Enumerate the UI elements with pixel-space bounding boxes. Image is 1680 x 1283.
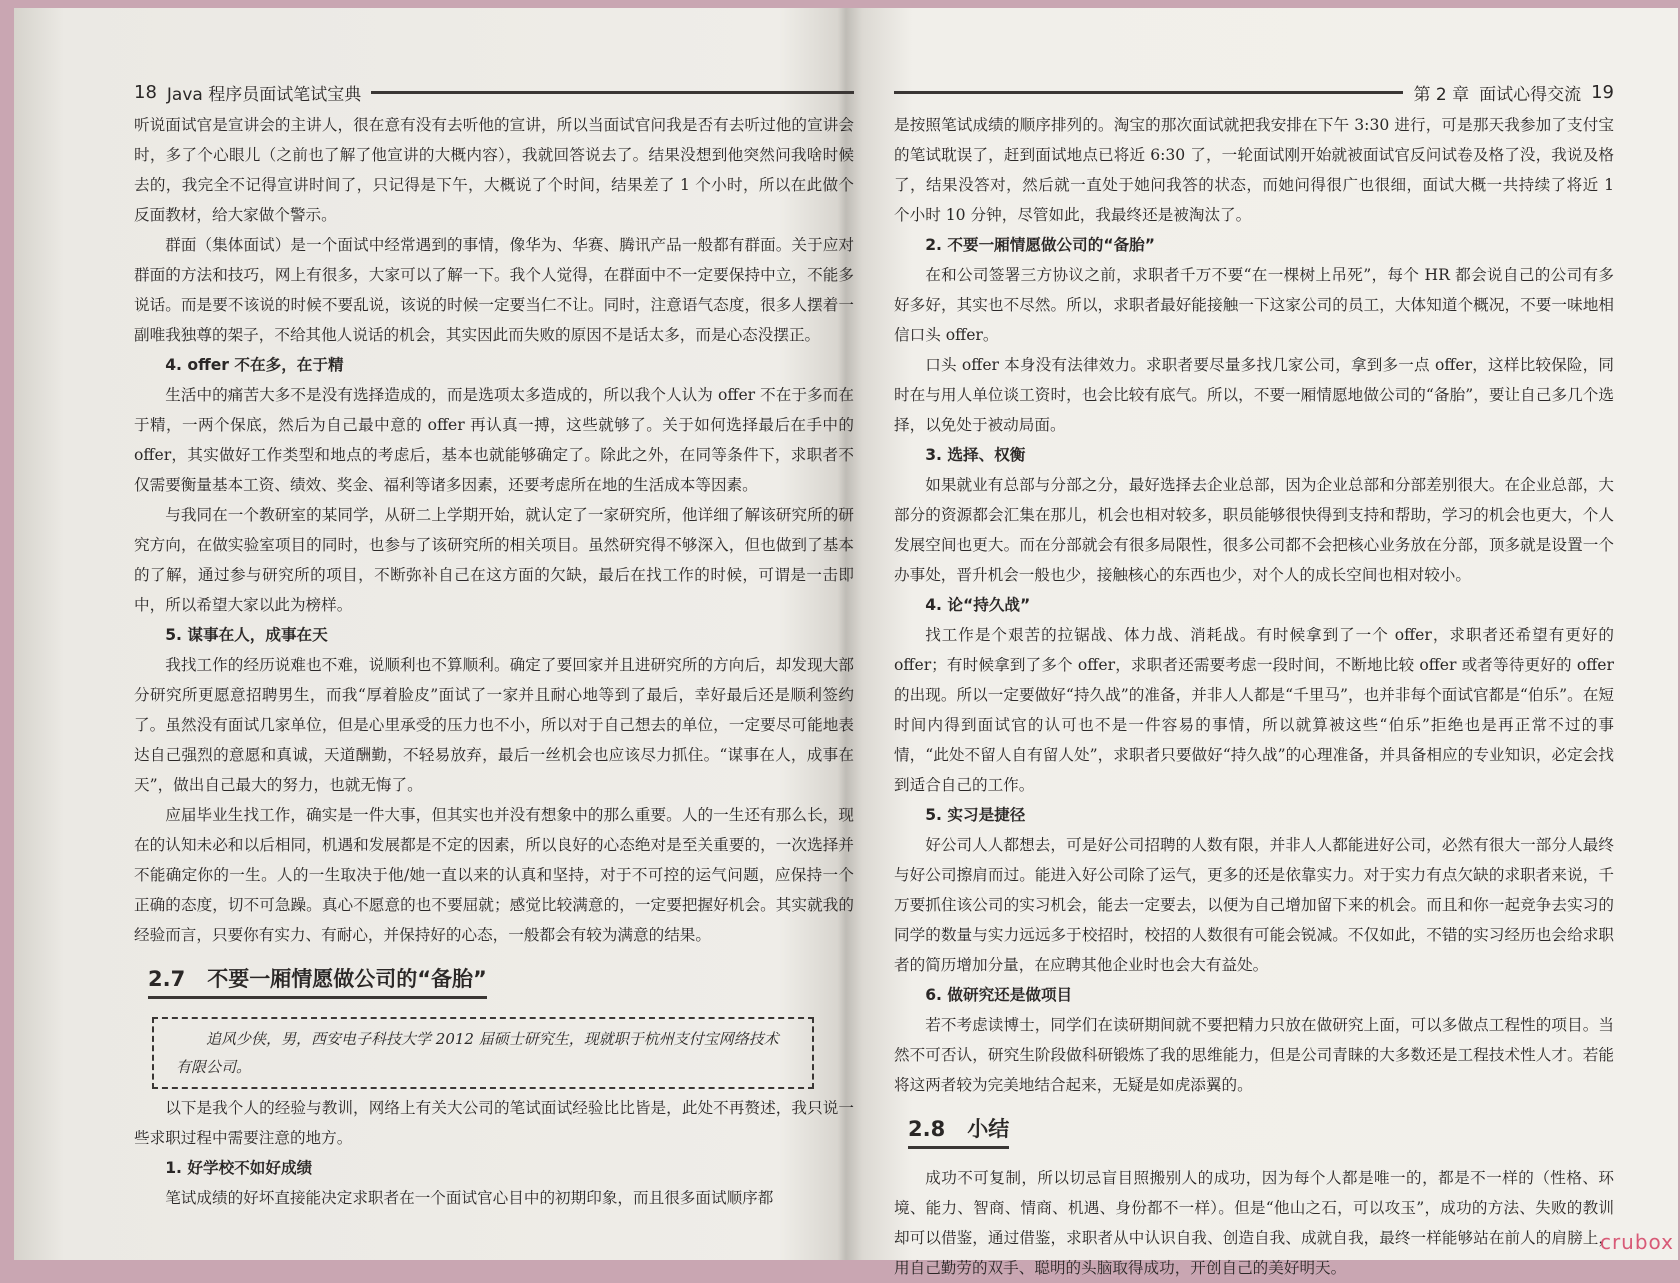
section-heading — [908, 1114, 1009, 1149]
right-page — [894, 78, 1614, 1277]
paragraph: 笔试成绩的好坏直接能决定求职者在一个面试官心目中的初期印象，而且很多面试顺序都 — [165, 1189, 774, 1207]
paragraph: 以下是我个人的经验与教训，网络上有关大公司的笔试面试经验比比皆是，此处不再赘述，我只说一些求职过程中需要注意的地方。 — [134, 1099, 854, 1147]
right-page-header — [894, 78, 1614, 106]
paragraph: 群面（集体面试）是一个面试中经常遇到的事情，像华为、华赛、腾讯产品一般都有群面。关于应对群面的方法和技巧，网上有很多，大家可以了解一下。我个人觉得，在群面中不一定要保持中立，不能多说话。而是要不该说的时候不要乱说，该说的时候一定要当仁不让。同时，注意语气态度，很多人摆着一副唯我独尊的架子，不给其他人说话的机会，其实因此而失败的原因不是话太多，而是心态没摆正。 — [134, 236, 854, 344]
subheading: 5. 实习是捷径 — [925, 806, 1026, 824]
paragraph: 生活中的痛苦大多不是没有选择造成的，而是选项太多造成的，所以我个人认为 offer 不在于多而在于精，一两个保底，然后为自己最中意的 offer 再认真一搏，这些就够了。关于如何选择最后在手中的 offer，其实做好工作类型和地点的考虑后，基本也就能够确定了。除此之外，在同等条件下，求职者不仅需要衡量基本工资、绩效、奖金、福利等诸多因素，还要考虑所在地的生活成本等因素。 — [134, 386, 854, 494]
subheading: 3. 选择、权衡 — [925, 446, 1026, 464]
paragraph: 好公司人人都想去，可是好公司招聘的人数有限，并非人人都能进好公司，必然有很大一部分人最终与好公司擦肩而过。能进入好公司除了运气，更多的还是依靠实力。对于实力有点欠缺的求职者来说，千万要抓住该公司的实习机会，能去一定要去，以便为自己增加留下来的机会。而且和你一起竞争去实习的同学的数量与实力远远多于校招时，校招的人数很有可能会锐减。不仅如此，不错的实习经历也会给求职者的简历增加分量，在应聘其他企业时也会大有益处。 — [894, 836, 1614, 974]
section-title: 不要一厢情愿做公司的“备胎” — [207, 967, 487, 991]
paragraph: 若不考虑读博士，同学们在读研期间就不要把精力只放在做研究上面，可以多做点工程性的项目。当然不可否认，研究生阶段做科研锻炼了我的思维能力，但是公司青睐的大多数还是工程技术性人才。若能将这两者较为完美地结合起来，无疑是如虎添翼的。 — [894, 1016, 1614, 1094]
paragraph: 口头 offer 本身没有法律效力。求职者要尽量多找几家公司，拿到多一点 offer，这样比较保险，同时在与用人单位谈工资时，也会比较有底气。所以，不要一厢情愿地做公司的“备胎”，要让自己多几个选择，以免处于被动局面。 — [894, 356, 1614, 434]
section-number: 2.7 — [148, 967, 186, 991]
subheading: 5. 谋事在人，成事在天 — [165, 626, 328, 644]
open-book — [14, 8, 1678, 1277]
paragraph: 我找工作的经历说难也不难，说顺利也不算顺利。确定了要回家并且进研究所的方向后，却发现大部分研究所更愿意招聘男生，而我“厚着脸皮”面试了一家并且耐心地等到了最后，幸好最后还是顺利签约了。虽然没有面试几家单位，但是心里承受的压力也不小，所以对于自己想去的单位，一定要尽可能地表达自己强烈的意愿和真诚，天道酬勤，不轻易放弃，最后一丝机会也应该尽力抓住。“谋事在人，成事在天”，做出自己最大的努力，也就无悔了。 — [134, 656, 854, 794]
chapter-label: 第 2 章 — [1413, 84, 1470, 105]
subheading: 4. offer 不在多，在于精 — [165, 356, 344, 374]
chapter-title: 面试心得交流 — [1479, 84, 1582, 105]
section-number: 2.8 — [908, 1117, 946, 1141]
header-rule — [371, 91, 854, 94]
paragraph: 与我同在一个教研室的某同学，从研二上学期开始，就认定了一家研究所，他详细了解该研究所的研究方向，在做实验室项目的同时，也参与了该研究所的相关项目。虽然研究得不够深入，但也做到了基本的了解，通过参与研究所的项目，不断弥补自己在这方面的欠缺，最后在找工作的时候，可谓是一击即中，所以希望大家以此为榜样。 — [134, 506, 854, 614]
section-heading — [148, 964, 487, 999]
paragraph: 是按照笔试成绩的顺序排列的。淘宝的那次面试就把我安排在下午 3:30 进行，可是那天我参加了支付宝的笔试耽误了，赶到面试地点已将近 6:30 了，一轮面试刚开始就被面试官反问试卷及格了没，我说及格了，结果没答对，然后就一直处于她问我答的状态，而她问得很广也很细，面试大概一共持续了将近 1 个小时 10 分钟，尽管如此，我最终还是被淘汰了。 — [894, 116, 1614, 224]
header-rule — [894, 91, 1403, 94]
subheading: 4. 论“持久战” — [925, 596, 1031, 614]
paragraph: 在和公司签署三方协议之前，求职者千万不要“在一棵树上吊死”，每个 HR 都会说自己的公司有多好多好，其实也不尽然。所以，求职者最好能接触一下这家公司的员工，大体知道个概况，不要一味地相信口头 offer。 — [894, 266, 1614, 344]
left-page-header — [134, 78, 854, 106]
paragraph: 听说面试官是宣讲会的主讲人，很在意有没有去听他的宣讲，所以当面试官问我是否有去听过他的宣讲会时，多了个心眼儿（之前也了解了他宣讲的大概内容），我就回答说去了。结果没想到他突然问我啥时候去的，我完全不记得宣讲时间了，只记得是下午，大概说了个时间，结果差了 1 个小时，所以在此做个反面教材，给大家做个警示。 — [134, 116, 854, 224]
section-title: 小结 — [967, 1117, 1010, 1141]
page-number: 19 — [1591, 81, 1614, 103]
watermark: crubox — [1599, 1230, 1674, 1254]
paragraph: 如果就业有总部与分部之分，最好选择去企业总部，因为企业总部和分部差别很大。在企业总部，大部分的资源都会汇集在那儿，机会也相对较多，职员能够很快得到支持和帮助，学习的机会也更大，个人发展空间也更大。而在分部就会有很多局限性，很多公司都不会把核心业务放在分部，顶多就是设置一个办事处，晋升机会一般也少，接触核心的东西也少，对个人的成长空间也相对较小。 — [894, 476, 1614, 584]
paragraph: 应届毕业生找工作，确实是一件大事，但其实也并没有想象中的那么重要。人的一生还有那么长，现在的认知未必和以后相同，机遇和发展都是不定的因素，所以良好的心态绝对是至关重要的，一次选择并不能确定你的一生。人的一生取决于他/她一直以来的认真和坚持，对于不可控的运气问题，应保持一个正确的态度，切不可急躁。真心不愿意的也不要屈就；感觉比较满意的，一定要把握好机会。其实就我的经验而言，只要你有实力、有耐心，并保持好的心态，一般都会有较为满意的结果。 — [134, 806, 854, 944]
paragraph: 成功不可复制，所以切忌盲目照搬别人的成功，因为每个人都是唯一的，都是不一样的（性格、环境、能力、智商、情商、机遇、身份都不一样）。但是“他山之石，可以攻玉”，成功的方法、失败的教训却可以借鉴，通过借鉴，求职者从中认识自我、创造自我、成就自我，最终一样能够站在前人的肩膀上，用自己勤劳的双手、聪明的头脑取得成功，开创自己的美好明天。 — [894, 1169, 1614, 1277]
page-number: 18 — [134, 81, 157, 103]
paragraph: 找工作是个艰苦的拉锯战、体力战、消耗战。有时候拿到了一个 offer，求职者还希望有更好的 offer；有时候拿到了多个 offer，求职者还需要考虑一段时间，不断地比较 offer 或者等待更好的 offer 的出现。所以一定要做好“持久战”的准备，并非人人都是“千里马”，也并非每个面试官都是“伯乐”。在短时间内得到面试官的认可也不是一件容易的事情，所以就算被这些“伯乐”拒绝也是再正常不过的事情，“此处不留人自有留人处”，求职者只要做好“持久战”的心理准备，并具备相应的专业知识，必定会找到适合自己的工作。 — [894, 626, 1614, 794]
subheading: 1. 好学校不如好成绩 — [165, 1159, 313, 1177]
subheading: 2. 不要一厢情愿做公司的“备胎” — [925, 236, 1156, 254]
author-note-box: 追风少侠，男，西安电子科技大学 2012 届硕士研究生，现就职于杭州支付宝网络技术有限公司。 — [152, 1017, 814, 1089]
left-page — [134, 78, 854, 1238]
subheading: 6. 做研究还是做项目 — [925, 986, 1073, 1004]
book-title: Java 程序员面试笔试宝典 — [166, 84, 362, 105]
